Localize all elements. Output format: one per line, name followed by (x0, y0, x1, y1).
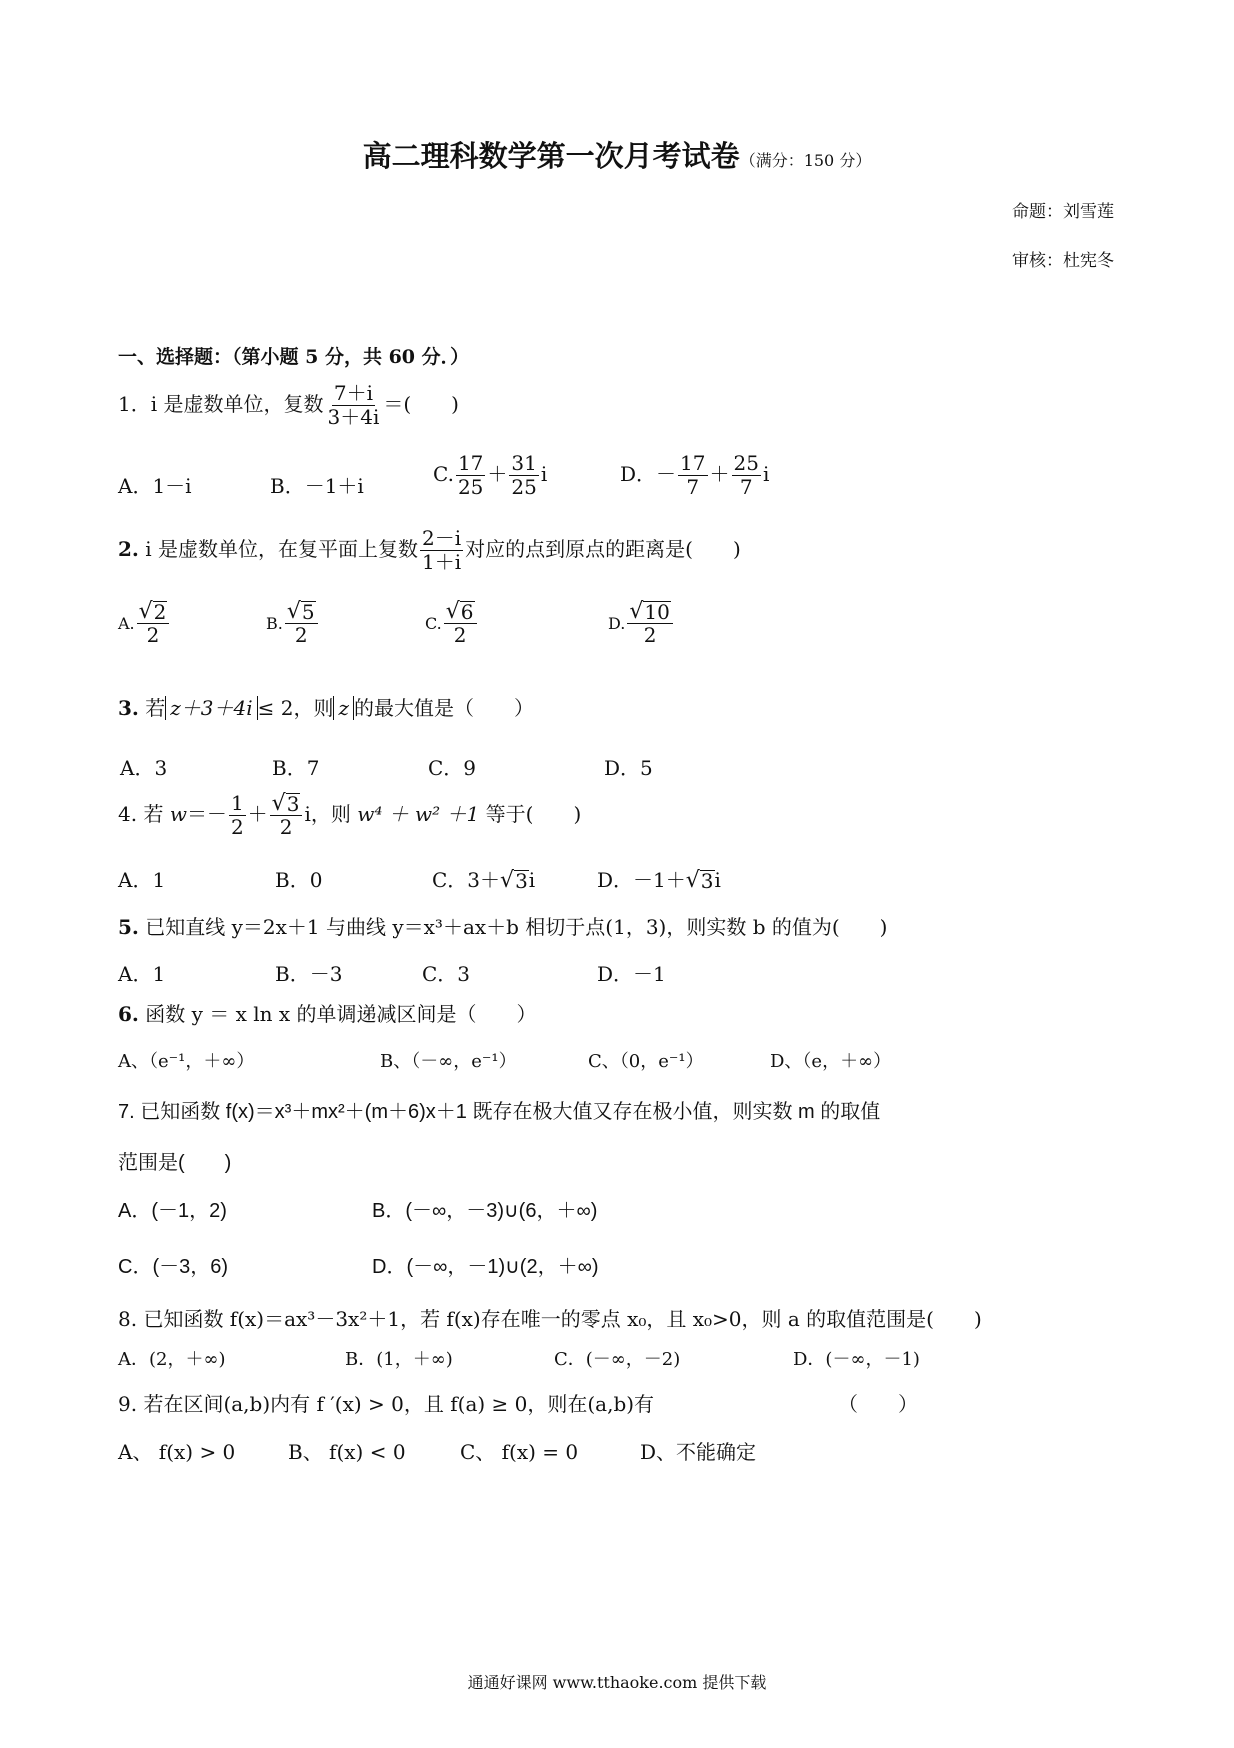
question-7-line2: 范围是( ) (118, 1152, 232, 1174)
denominator: 25 (457, 475, 484, 499)
denominator: 2 (146, 623, 160, 647)
plus-sign: ＋ (709, 462, 730, 486)
sqrt-icon: √ 3 (685, 868, 714, 893)
q7-option-b: B．(－∞，－3)∪(6，＋∞) (372, 1200, 598, 1222)
exam-title-main: 高二理科数学第一次月考试卷 (362, 139, 740, 173)
q3-option-d: D．5 (604, 756, 653, 780)
option-label: C．3＋ (432, 868, 501, 892)
q5-option-a: A．1 (118, 962, 166, 986)
question-text-end: 等于( ) (485, 802, 582, 826)
equals-sign: ＝－ (186, 802, 227, 826)
radicand: 5 (301, 600, 315, 624)
question-text: 若 (145, 696, 166, 720)
sqrt-icon: √ 6 (445, 599, 474, 624)
fraction (285, 600, 318, 647)
q8-option-c: C．(－∞，－2) (554, 1349, 681, 1370)
denominator: 1＋i (422, 550, 462, 574)
q1-option-c (433, 452, 547, 499)
denominator: 7 (686, 475, 700, 499)
question-number: 4. (118, 802, 138, 826)
numerator: 17 (457, 451, 484, 475)
question-text: 已知直线 y＝2x＋1 与曲线 y＝x³＋ax＋b 相切于点(1，3)，则实数 b 的值为( ) (145, 915, 888, 939)
fraction (509, 452, 538, 499)
numerator: 17 (680, 451, 706, 475)
imag-unit: i (540, 462, 548, 486)
q4-option-c (432, 864, 535, 893)
denominator: 2 (279, 815, 293, 839)
q2-option-c (425, 600, 479, 647)
sqrt-icon: √ 3 (500, 868, 528, 893)
radicand: 10 (644, 600, 670, 624)
denominator: 2 (230, 815, 244, 839)
numerator: 25 (733, 451, 759, 475)
sqrt-icon: √ 10 (629, 599, 670, 624)
q5-option-c: C．3 (422, 962, 471, 986)
q4-option-b: B．0 (275, 868, 323, 892)
q9-option-d: D、不能确定 (640, 1440, 757, 1464)
question-number: 8. (118, 1307, 138, 1331)
answer-blank: （ ） (838, 1392, 918, 1416)
q6-option-a: A、（e⁻¹，＋∞） (118, 1051, 255, 1072)
q6-option-c: C、（0，e⁻¹） (588, 1051, 704, 1072)
radicand: 6 (460, 600, 474, 624)
q7-option-a: A．(－1，2) (118, 1200, 227, 1222)
numerator (137, 600, 170, 624)
fraction (420, 527, 463, 574)
q2-option-d (608, 600, 675, 647)
numerator: 31 (511, 451, 537, 475)
question-text: i，则 (304, 802, 351, 826)
denominator: 2 (453, 623, 467, 647)
question-text-end: 对应的点到原点的距离是( ) (465, 537, 741, 561)
question-number: 9. (118, 1392, 138, 1416)
q1-option-d (620, 452, 769, 499)
q3-option-a: A．3 (120, 756, 168, 780)
numerator: 7＋i (333, 381, 373, 405)
imag-unit: i (528, 868, 536, 892)
q2-option-b (266, 600, 320, 647)
question-text: 若 (143, 802, 164, 826)
imag-unit: i (762, 462, 770, 486)
question-text: 已知函数 f(x)＝x³＋mx²＋(m＋6)x＋1 既存在极大值又存在极小值，则实数 m 的取值 (140, 1101, 881, 1123)
radicand: 3 (700, 869, 714, 893)
denominator: 3＋4i (327, 405, 380, 429)
question-text: 函数 y ＝ x ln x 的单调递减区间是（ ） (145, 1002, 537, 1026)
question-number: 2. (118, 537, 139, 561)
q5-option-b: B．－3 (275, 962, 343, 986)
q7-option-c: C．(－3，6) (118, 1256, 229, 1278)
option-label: C. (433, 462, 454, 486)
fraction (137, 600, 170, 647)
question-9 (118, 1388, 654, 1417)
sqrt-icon: √ 2 (138, 599, 167, 624)
expression: w⁴ ＋ w² ＋1 (357, 802, 480, 826)
question-text: i 是虚数单位，在复平面上复数 (145, 537, 419, 561)
fraction (732, 452, 761, 499)
author-line: 命题：刘雪莲 (1012, 202, 1114, 222)
fraction (627, 600, 672, 647)
question-6 (118, 998, 537, 1027)
section-heading: 一、选择题：（第小题 5 分，共 60 分．） (118, 346, 470, 368)
numerator (627, 600, 672, 624)
radicand: 2 (153, 600, 167, 624)
question-number: 3. (118, 696, 139, 720)
q6-option-b: B、（－∞，e⁻¹） (380, 1051, 517, 1072)
question-1 (118, 382, 459, 429)
denominator: 2 (294, 623, 308, 647)
fraction (444, 600, 477, 647)
question-8 (118, 1303, 982, 1332)
question-number: 7. (118, 1101, 135, 1123)
option-label: C. (425, 614, 442, 633)
fraction (456, 452, 485, 499)
question-4 (118, 792, 581, 839)
q9-option-b: B、 f(x) < 0 (288, 1440, 406, 1464)
fraction (678, 452, 707, 499)
question-7 (118, 1095, 880, 1124)
footer-text: 通通好课网 www.tthaoke.com 提供下载 (467, 1673, 767, 1692)
q4-option-a: A．1 (118, 868, 166, 892)
q3-option-c: C．9 (428, 756, 477, 780)
q1-option-b: B．－1＋i (270, 474, 364, 498)
option-label: A. (118, 614, 135, 633)
numerator: 2－i (422, 526, 462, 550)
option-label: B. (266, 614, 283, 633)
fraction (326, 382, 382, 429)
question-text: ≤ 2，则 (257, 696, 334, 720)
question-text-end: ＝( ) (383, 392, 459, 416)
q9-option-a: A、 f(x) > 0 (118, 1440, 236, 1464)
reviewer-line: 审核：杜宪冬 (1012, 251, 1114, 271)
q6-option-d: D、（e，＋∞） (770, 1051, 892, 1072)
question-text: 若在区间(a,b)内有 f ′(x) > 0，且 f(a) ≥ 0，则在(a,b)有 (143, 1392, 655, 1416)
q1-option-a: A．1－i (118, 474, 192, 498)
q7-option-d: D．(－∞，－1)∪(2，＋∞) (372, 1256, 599, 1278)
q8-option-a: A．(2，＋∞) (118, 1349, 226, 1370)
plus-sign: ＋ (487, 462, 508, 486)
sqrt-icon: √ 3 (271, 791, 300, 816)
abs-expression: z (333, 696, 354, 720)
numerator (444, 600, 477, 624)
radicand: 3 (515, 869, 528, 893)
question-number: 1． (118, 392, 151, 416)
question-text: 已知函数 f(x)＝ax³－3x²＋1，若 f(x)存在唯一的零点 x₀，且 x₀>0，则 a 的取值范围是( ) (143, 1307, 982, 1331)
radicand: 3 (286, 792, 300, 816)
denominator: 2 (643, 623, 657, 647)
question-text-end: 的最大值是（ ） (354, 696, 535, 720)
denominator: 25 (511, 475, 537, 499)
option-label: D．－ (620, 462, 677, 486)
imag-unit: i (714, 868, 721, 892)
q2-option-a (118, 600, 171, 647)
q9-option-c: C、 f(x) = 0 (460, 1440, 579, 1464)
question-text: i 是虚数单位，复数 (150, 392, 324, 416)
plus-sign: ＋ (247, 802, 268, 826)
numerator (270, 792, 303, 816)
question-5 (118, 911, 888, 940)
sqrt-icon: √ 5 (286, 599, 315, 624)
q3-option-b: B．7 (272, 756, 320, 780)
q8-option-d: D．(－∞，－1) (793, 1349, 920, 1370)
denominator: 7 (739, 475, 753, 499)
variable: w (169, 802, 187, 826)
abs-expression: z＋3＋4i (165, 696, 257, 720)
question-number: 6. (118, 1002, 139, 1026)
fraction (229, 792, 246, 839)
question-3 (118, 692, 534, 721)
fraction (270, 792, 303, 839)
question-number: 5. (118, 915, 139, 939)
option-label: D. (608, 614, 626, 633)
full-marks: （满分：150 分） (739, 151, 872, 170)
question-2 (118, 527, 741, 574)
numerator: 1 (230, 791, 244, 815)
q5-option-d: D．－1 (597, 962, 666, 986)
numerator (285, 600, 318, 624)
option-label: D．－1＋ (597, 868, 686, 892)
q4-option-d (597, 864, 721, 893)
q8-option-b: B．(1，＋∞) (345, 1349, 453, 1370)
exam-title (0, 134, 1234, 175)
